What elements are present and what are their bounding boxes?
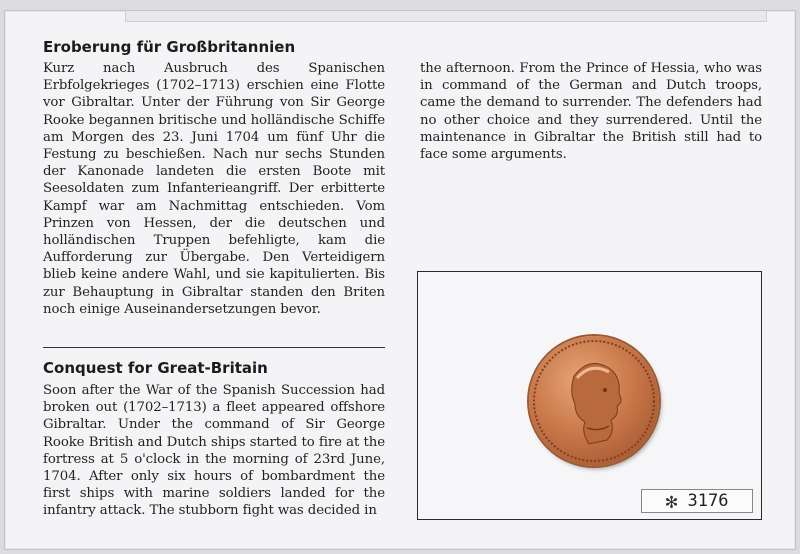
german-text: Kurz nach Ausbruch des Spanischen Erbfolgekrieges (1702–1713) erschien eine Flotte vor Gibraltar. Unter der Führung von Sir George Rooke begannen britische und holländische Schiffe am Morgen des 23. Juni 1704 um fünf Uhr die Festung zu beschießen. Nach nur sechs Stunden der Kanonade landeten die ersten Boote mit Seesoldaten zum Infanterieangriff. Der erbitterte Kampf war am Nachmittag entschieden. Vom Prinzen von Hessen, der die deutschen und holländischen Truppen befehligte, kam die Aufforderung zur Übergabe. Den Verteidigern blieb keine andere Wahl, und sie kapitulierten. Bis zur Behauptung in Gibraltar standen den Briten noch einige Auseinandersetzungen bevor. — [43, 61, 385, 317]
envelope-flap — [125, 11, 767, 22]
english-text: Soon after the War of the Spanish Succession had broken out (1702–1713) a fleet appeared offshore Gibraltar. Under the command of Sir George Rooke British and Dutch ships started to fire at the fortress at 5 o'clock in the morning of 23rd June, 1704. After only six hours of bombardment the first ships with marine soldiers landed for the infantry attack. The stubborn fight was decided in — [43, 383, 385, 519]
serial-number-label — [641, 489, 753, 513]
section-divider — [43, 347, 385, 348]
english-text-continued: the afternoon. From the Prince of Hessia, who was in command of the German and Dutch troops, came the demand to surrender. The defenders had no other choice and they surrendered. Until the maintenance in Gibraltar the British still had to face some arguments. — [420, 61, 762, 163]
coin-holder — [417, 271, 762, 520]
asterisk-icon: ✻ — [665, 489, 678, 513]
serial-number: 3176 — [687, 491, 729, 511]
coin-image — [529, 336, 659, 466]
queen-portrait-icon — [529, 336, 659, 466]
envelope — [4, 10, 796, 550]
german-heading: Eroberung für Großbritannien — [43, 38, 296, 56]
english-heading: Conquest for Great-Britain — [43, 359, 268, 377]
